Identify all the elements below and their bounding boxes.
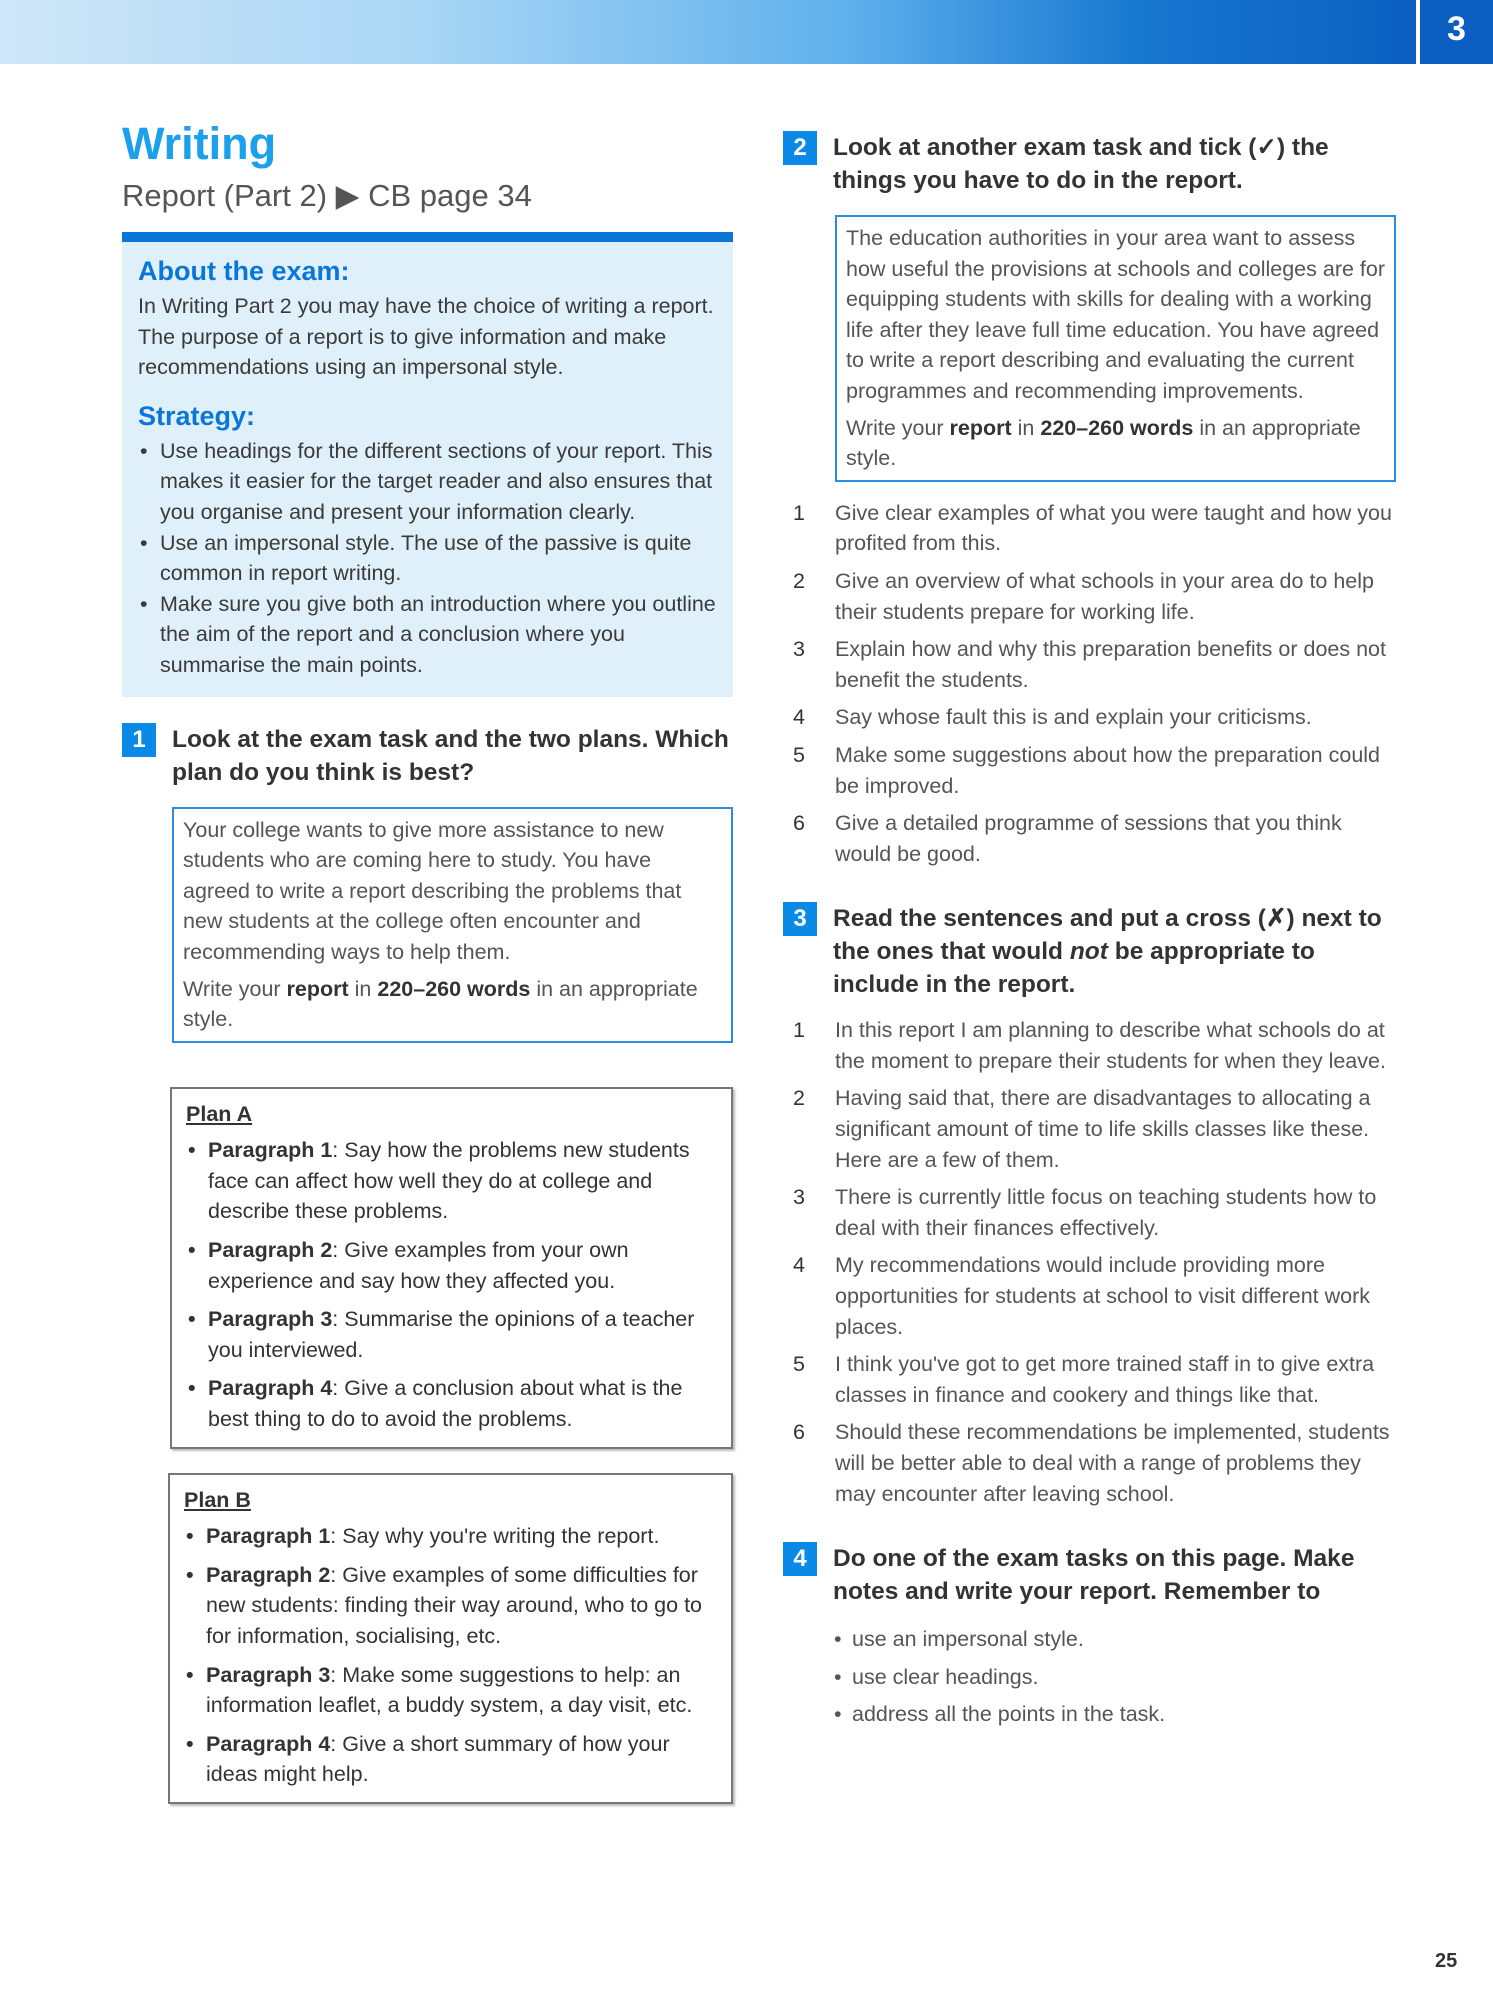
text: in an appropriate style.	[846, 415, 1361, 471]
item-text: There is currently little focus on teaching students how to deal with their finances effectively.	[835, 1185, 1377, 1240]
text: in	[1011, 415, 1041, 440]
plan-item	[186, 1304, 717, 1365]
list-item[interactable]	[783, 808, 1396, 869]
text: Write your	[183, 976, 287, 1001]
plan-title: Plan A	[186, 1101, 253, 1126]
text: : Give examples of some difficulties for new students: finding their way around, who to go to for information, socialising, etc.	[206, 1562, 703, 1648]
item-number: 1	[793, 500, 805, 525]
item-number: 4	[793, 705, 805, 730]
list-item[interactable]	[783, 1182, 1396, 1243]
plan-item	[184, 1521, 717, 1552]
text: in an appropriate style.	[183, 976, 698, 1032]
item-number: 4	[793, 1253, 805, 1278]
task-word-count	[183, 974, 722, 1035]
text: Paragraph 4	[206, 1731, 331, 1756]
text: : Give a conclusion about what is the best thing to do to avoid the problems.	[208, 1376, 683, 1432]
exercise-instruction: Look at the exam task and the two plans. Which plan do you think is best?	[172, 725, 729, 786]
list-item[interactable]	[783, 566, 1396, 627]
item-text: Should these recommendations be implemented, students will be better able to deal with a range of problems they may encounter after leaving school.	[835, 1420, 1390, 1506]
item-text: In this report I am planning to describe what schools do at the moment to prepare their students for when they leave.	[835, 1018, 1386, 1073]
item-text: I think you've got to get more trained staff in to give extra classes in finance and cookery and things like that.	[835, 1352, 1375, 1407]
text: Paragraph 2	[206, 1562, 331, 1587]
text: Paragraph 1	[208, 1138, 333, 1163]
text: : Say why you're writing the report.	[330, 1524, 660, 1549]
text: : Make some suggestions to help: an information leaflet, a buddy system, a day visit, etc.	[206, 1662, 693, 1718]
text: in	[348, 976, 378, 1001]
text: not	[1069, 938, 1108, 966]
about-exam-box	[122, 232, 733, 697]
page-number: 25	[1435, 1950, 1458, 1972]
list-item: • address all the points in the task.	[832, 1699, 1396, 1730]
text: report	[286, 976, 349, 1001]
exercise-3-heading	[783, 902, 1396, 1001]
exercise-1-heading	[122, 723, 733, 789]
list-item[interactable]	[783, 1015, 1396, 1076]
text: report	[949, 415, 1012, 440]
strategy-heading: Strategy:	[138, 400, 256, 431]
text: : Say how the problems new students face can affect how well they do at college and describe these problems.	[208, 1138, 690, 1224]
item-number: 2	[793, 1086, 805, 1111]
item-number: 5	[793, 1352, 805, 1377]
strategy-item: • Make sure you give both an introduction where you outline the aim of the report and a conclusion where you summarise the main points.	[138, 589, 717, 681]
text: Write your	[846, 415, 950, 440]
list-item[interactable]	[783, 634, 1396, 695]
item-number: 5	[793, 742, 805, 767]
exercise-number: 2	[783, 131, 817, 165]
list-item[interactable]	[783, 702, 1396, 733]
left-column	[122, 118, 733, 1804]
item-text: Give a detailed programme of sessions that you think would be good.	[835, 811, 1342, 866]
unit-tab: 3	[1420, 0, 1493, 64]
item-text: My recommendations would include providing more opportunities for students at school to visit different work places.	[835, 1253, 1370, 1339]
text: Paragraph 4	[208, 1376, 333, 1401]
exercise-number: 1	[122, 723, 156, 757]
item-text: Having said that, there are disadvantages to allocating a significant amount of time to life skills classes like these. Here are a few of them.	[835, 1086, 1371, 1172]
item-number: 3	[793, 637, 805, 662]
exam-task-2	[835, 215, 1396, 482]
item-number: 2	[793, 568, 805, 593]
list-item: • use clear headings.	[832, 1662, 1396, 1693]
item-number: 1	[793, 1018, 805, 1043]
exercise-4-list	[832, 1624, 1396, 1737]
about-text: In Writing Part 2 you may have the choice of writing a report. The purpose of a report is to give information and make recommendations using an impersonal style.	[138, 294, 714, 380]
exercise-number: 3	[783, 902, 817, 936]
list-item[interactable]	[783, 740, 1396, 801]
list-item[interactable]	[783, 1083, 1396, 1175]
text: 220–260 words	[377, 976, 531, 1001]
exercise-instruction: Do one of the exam tasks on this page. Make notes and write your report. Remember to	[833, 1545, 1355, 1606]
exam-task-1	[172, 807, 733, 1043]
item-text: Give clear examples of what you were taught and how you profited from this.	[835, 500, 1392, 556]
text: Paragraph 3	[208, 1307, 333, 1332]
text: Read the sentences and put a cross (✗) next to the ones that would	[833, 905, 1382, 966]
list-item[interactable]	[783, 1250, 1396, 1342]
text: : Give examples from your own experience and say how they affected you.	[208, 1238, 629, 1293]
strategy-list	[138, 436, 717, 681]
plan-title: Plan B	[184, 1487, 251, 1512]
exercise-instruction	[833, 902, 1396, 1001]
plan-item	[186, 1373, 717, 1434]
exercise-2-list	[783, 498, 1396, 877]
item-text: Say whose fault this is and explain your criticisms.	[835, 705, 1312, 730]
about-heading: About the exam:	[138, 256, 350, 286]
task-text: The education authorities in your area want to assess how useful the provisions at schools and colleges are for equipping students with skills for dealing with a working life after they leave full time education. You have agreed to write a report describing and evaluating the current programmes and recommending improvements.	[846, 226, 1386, 403]
page-title: Writing	[122, 118, 277, 169]
task-word-count	[846, 413, 1385, 474]
header-band	[0, 0, 1416, 64]
text: Paragraph 1	[206, 1524, 331, 1549]
item-number: 6	[793, 1420, 805, 1445]
plan-item	[186, 1135, 717, 1227]
text: 220–260 words	[1040, 415, 1194, 440]
exercise-3-list	[783, 1015, 1396, 1516]
item-number: 6	[793, 811, 805, 836]
exercise-2-heading	[783, 131, 1396, 197]
list-item[interactable]	[783, 498, 1396, 559]
strategy-item: • Use an impersonal style. The use of the passive is quite common in report writing.	[138, 528, 717, 589]
plan-item	[184, 1560, 717, 1652]
exercise-4-heading	[783, 1542, 1396, 1608]
plan-item	[186, 1235, 717, 1296]
right-column	[783, 131, 1396, 1737]
list-item[interactable]	[783, 1417, 1396, 1509]
list-item[interactable]	[783, 1349, 1396, 1410]
task-text: Your college wants to give more assistance to new students who are coming here to study. You have agreed to write a report describing the problems that new students at the college often encounter and recommending ways to help them.	[183, 817, 682, 964]
plan-item	[184, 1660, 717, 1721]
plan-a-box	[170, 1087, 733, 1449]
text: be appropriate to include in the report.	[833, 938, 1315, 999]
exercise-number: 4	[783, 1542, 817, 1576]
page-subtitle: Report (Part 2) ▶ CB page 34	[122, 178, 532, 213]
item-text: Explain how and why this preparation benefits or does not benefit the students.	[835, 637, 1386, 692]
text: : Summarise the opinions of a teacher you interviewed.	[208, 1307, 695, 1362]
list-item: • use an impersonal style.	[832, 1624, 1396, 1655]
exercise-instruction: Look at another exam task and tick (✓) the things you have to do in the report.	[833, 134, 1329, 194]
text: Paragraph 3	[206, 1662, 331, 1687]
plan-item	[184, 1729, 717, 1790]
strategy-item: • Use headings for the different sections of your report. This makes it easier for the target reader and also ensures that you organise and present your information clearly.	[138, 436, 717, 528]
plan-b-box	[168, 1473, 733, 1804]
text: : Give a short summary of how your ideas might help.	[206, 1731, 670, 1787]
text: Paragraph 2	[208, 1238, 333, 1263]
item-text: Make some suggestions about how the preparation could be improved.	[835, 742, 1381, 798]
item-number: 3	[793, 1185, 805, 1210]
item-text: Give an overview of what schools in your area do to help their students prepare for working life.	[835, 568, 1374, 624]
